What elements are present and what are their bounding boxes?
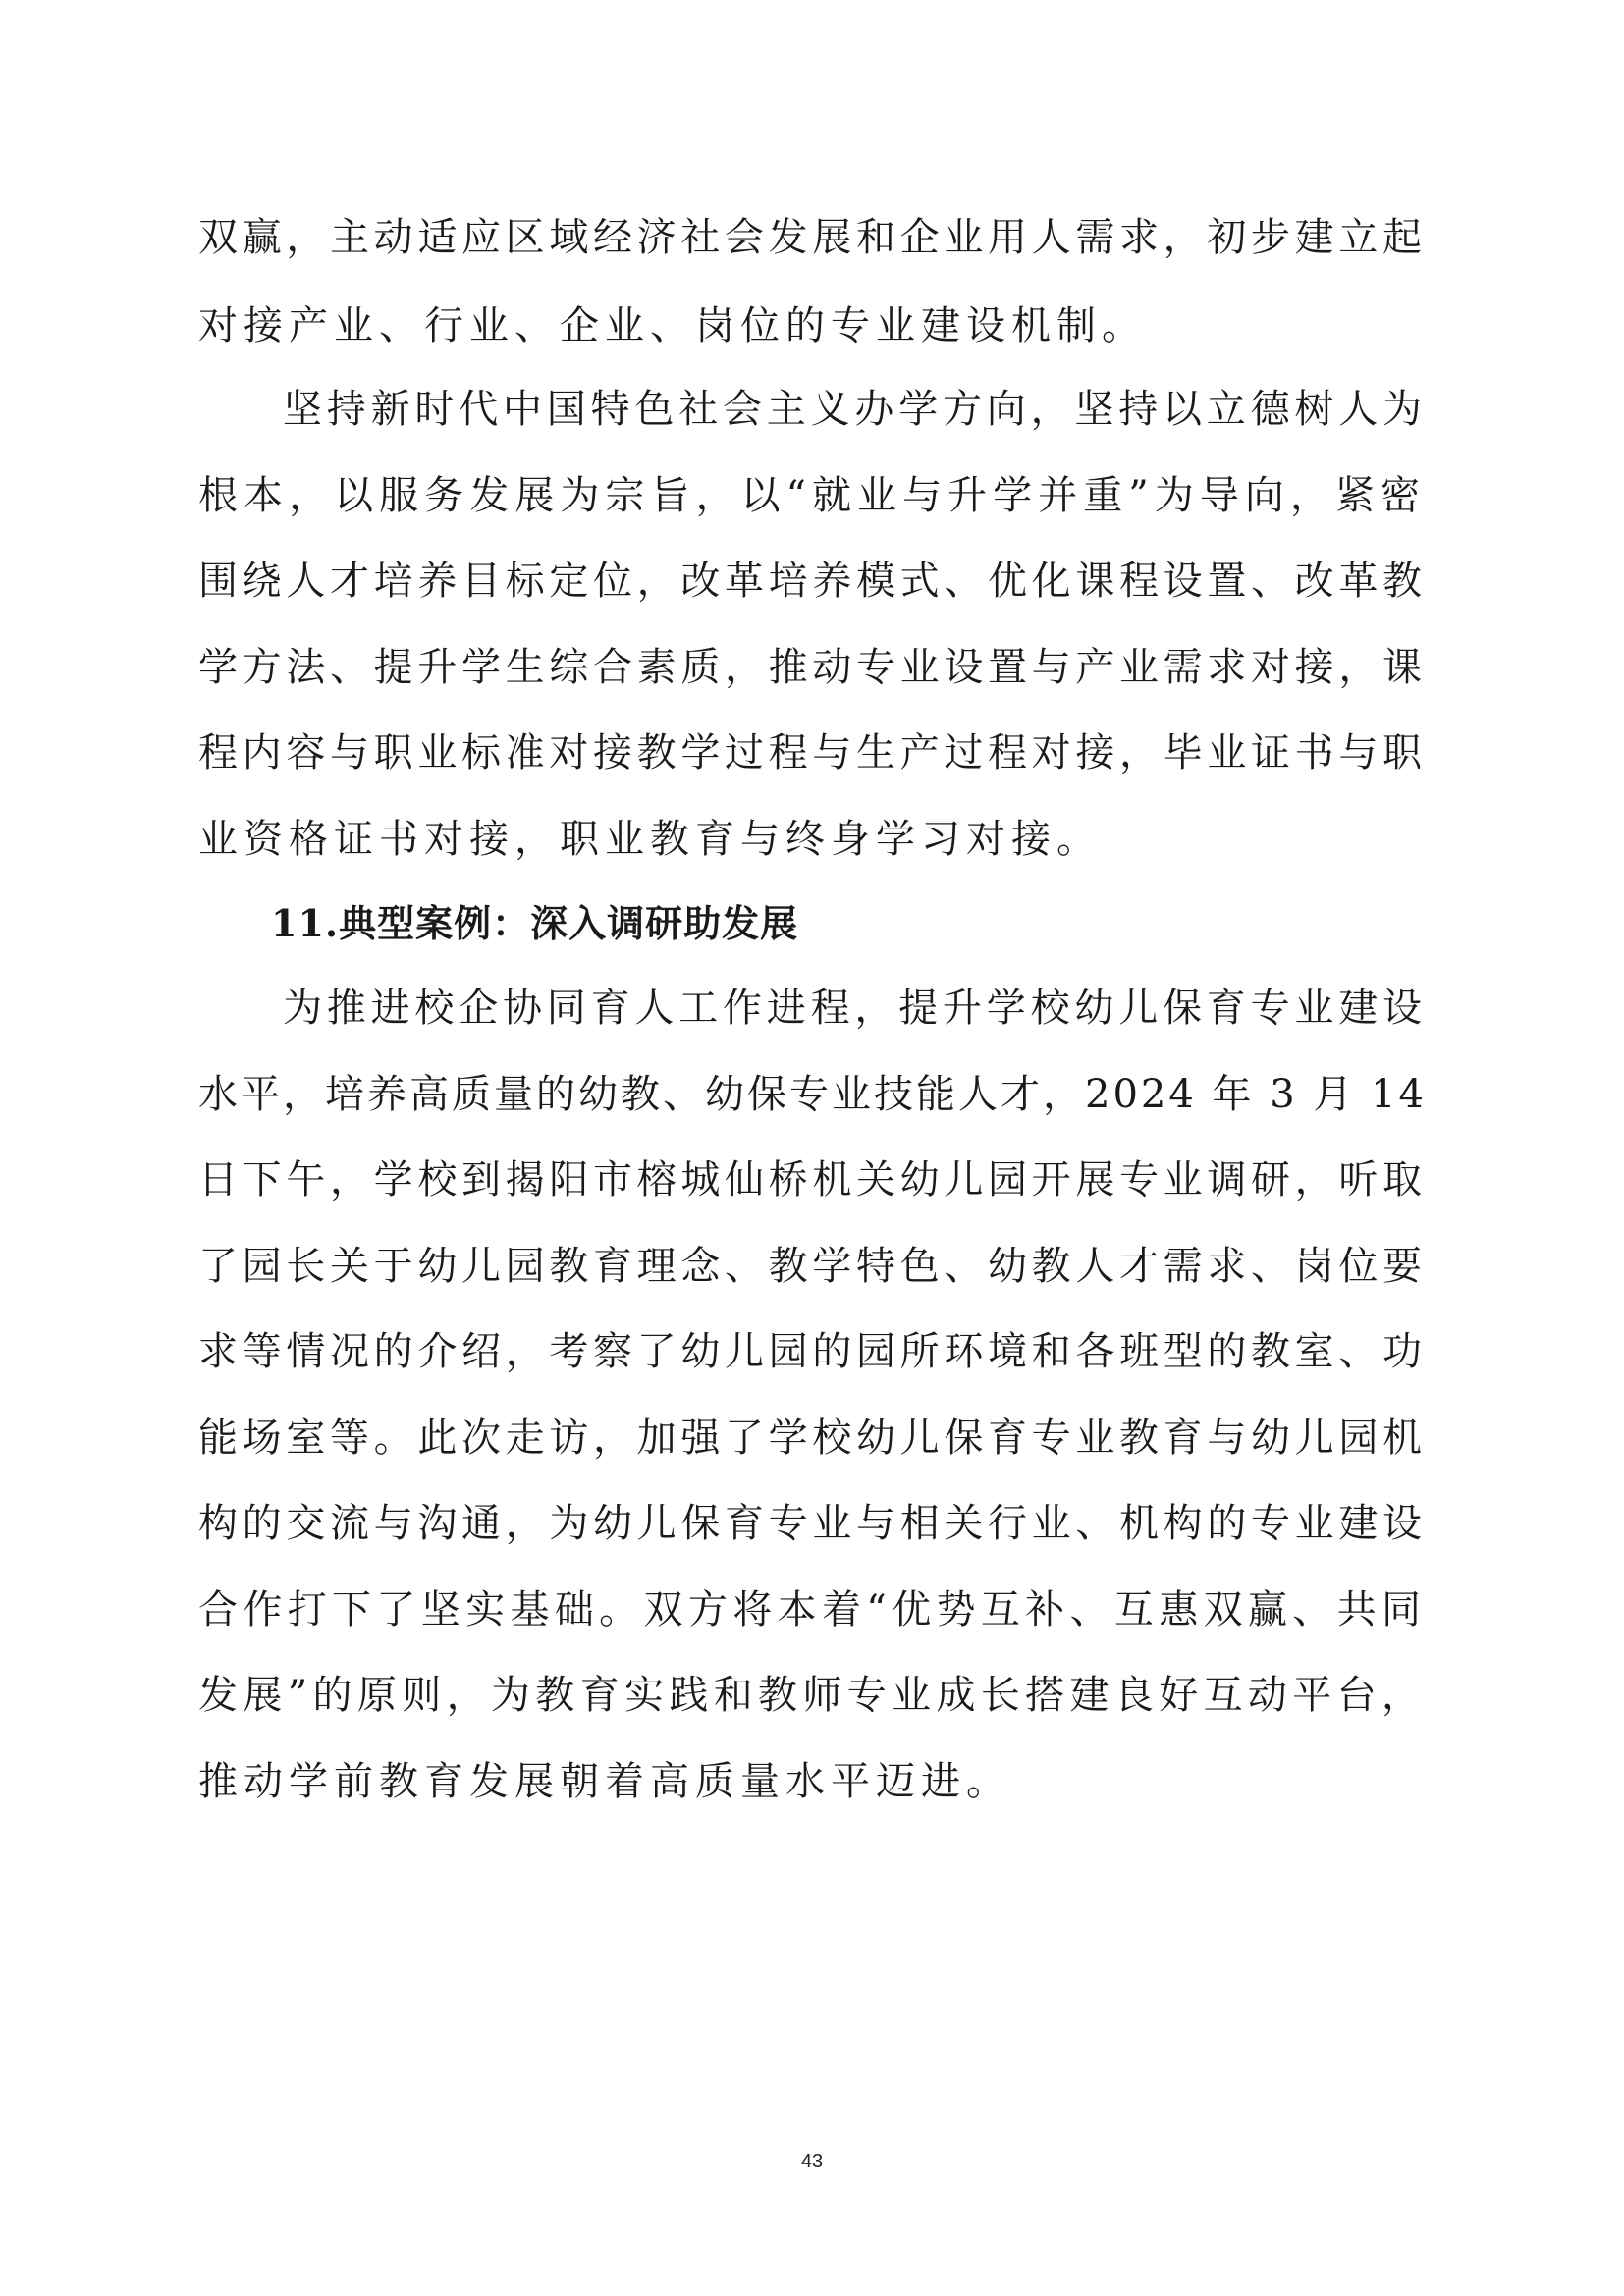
page-number: 43 — [800, 2151, 824, 2172]
paragraph-1-line-2: 对接产业、行业、企业、岗位的专业建设机制。 — [198, 303, 1147, 348]
paragraph-2-line-5: 程内容与职业标准对接教学过程与生产过程对接，毕业证书与职 — [198, 730, 1426, 775]
paragraph-3-line-7: 构的交流与沟通，为幼儿保育专业与相关行业、机构的专业建设 — [198, 1501, 1426, 1546]
paragraph-3-line-1: 为推进校企协同育人工作进程，提升学校幼儿保育专业建设 — [283, 986, 1426, 1031]
paragraph-3-line-3: 日下午，学校到揭阳市榕城仙桥机关幼儿园开展专业调研，听取 — [198, 1157, 1426, 1202]
paragraph-1-line-1: 双赢，主动适应区域经济社会发展和企业用人需求，初步建立起 — [198, 215, 1426, 260]
paragraph-3-line-5: 求等情况的介绍，考察了幼儿园的园所环境和各班型的教室、功 — [198, 1329, 1426, 1374]
paragraph-3-line-2: 水平，培养高质量的幼教、幼保专业技能人才，2024 年 3 月 14 — [198, 1072, 1428, 1117]
paragraph-2-line-3: 围绕人才培养目标定位，改革培养模式、优化课程设置、改革教 — [198, 559, 1426, 604]
paragraph-2-line-4: 学方法、提升学生综合素质，推动专业设置与产业需求对接，课 — [198, 645, 1426, 690]
paragraph-3-line-10: 推动学前教育发展朝着高质量水平迈进。 — [198, 1759, 1011, 1804]
paragraph-2-line-1: 坚持新时代中国特色社会主义办学方向，坚持以立德树人为 — [283, 387, 1426, 432]
section-heading: 11.典型案例：深入调研助发展 — [271, 901, 799, 945]
paragraph-2-line-6: 业资格证书对接，职业教育与终身学习对接。 — [198, 817, 1102, 862]
paragraph-2-line-2: 根本，以服务发展为宗旨，以“就业与升学并重”为导向，紧密 — [198, 473, 1426, 518]
paragraph-3-line-9: 发展”的原则，为教育实践和教师专业成长搭建良好互动平台， — [198, 1673, 1426, 1718]
paragraph-3-line-8: 合作打下了坚实基础。双方将本着“优势互补、互惠双赢、共同 — [198, 1587, 1426, 1632]
paragraph-3-line-4: 了园长关于幼儿园教育理念、教学特色、幼教人才需求、岗位要 — [198, 1244, 1426, 1289]
paragraph-3-line-6: 能场室等。此次走访，加强了学校幼儿保育专业教育与幼儿园机 — [198, 1415, 1426, 1461]
